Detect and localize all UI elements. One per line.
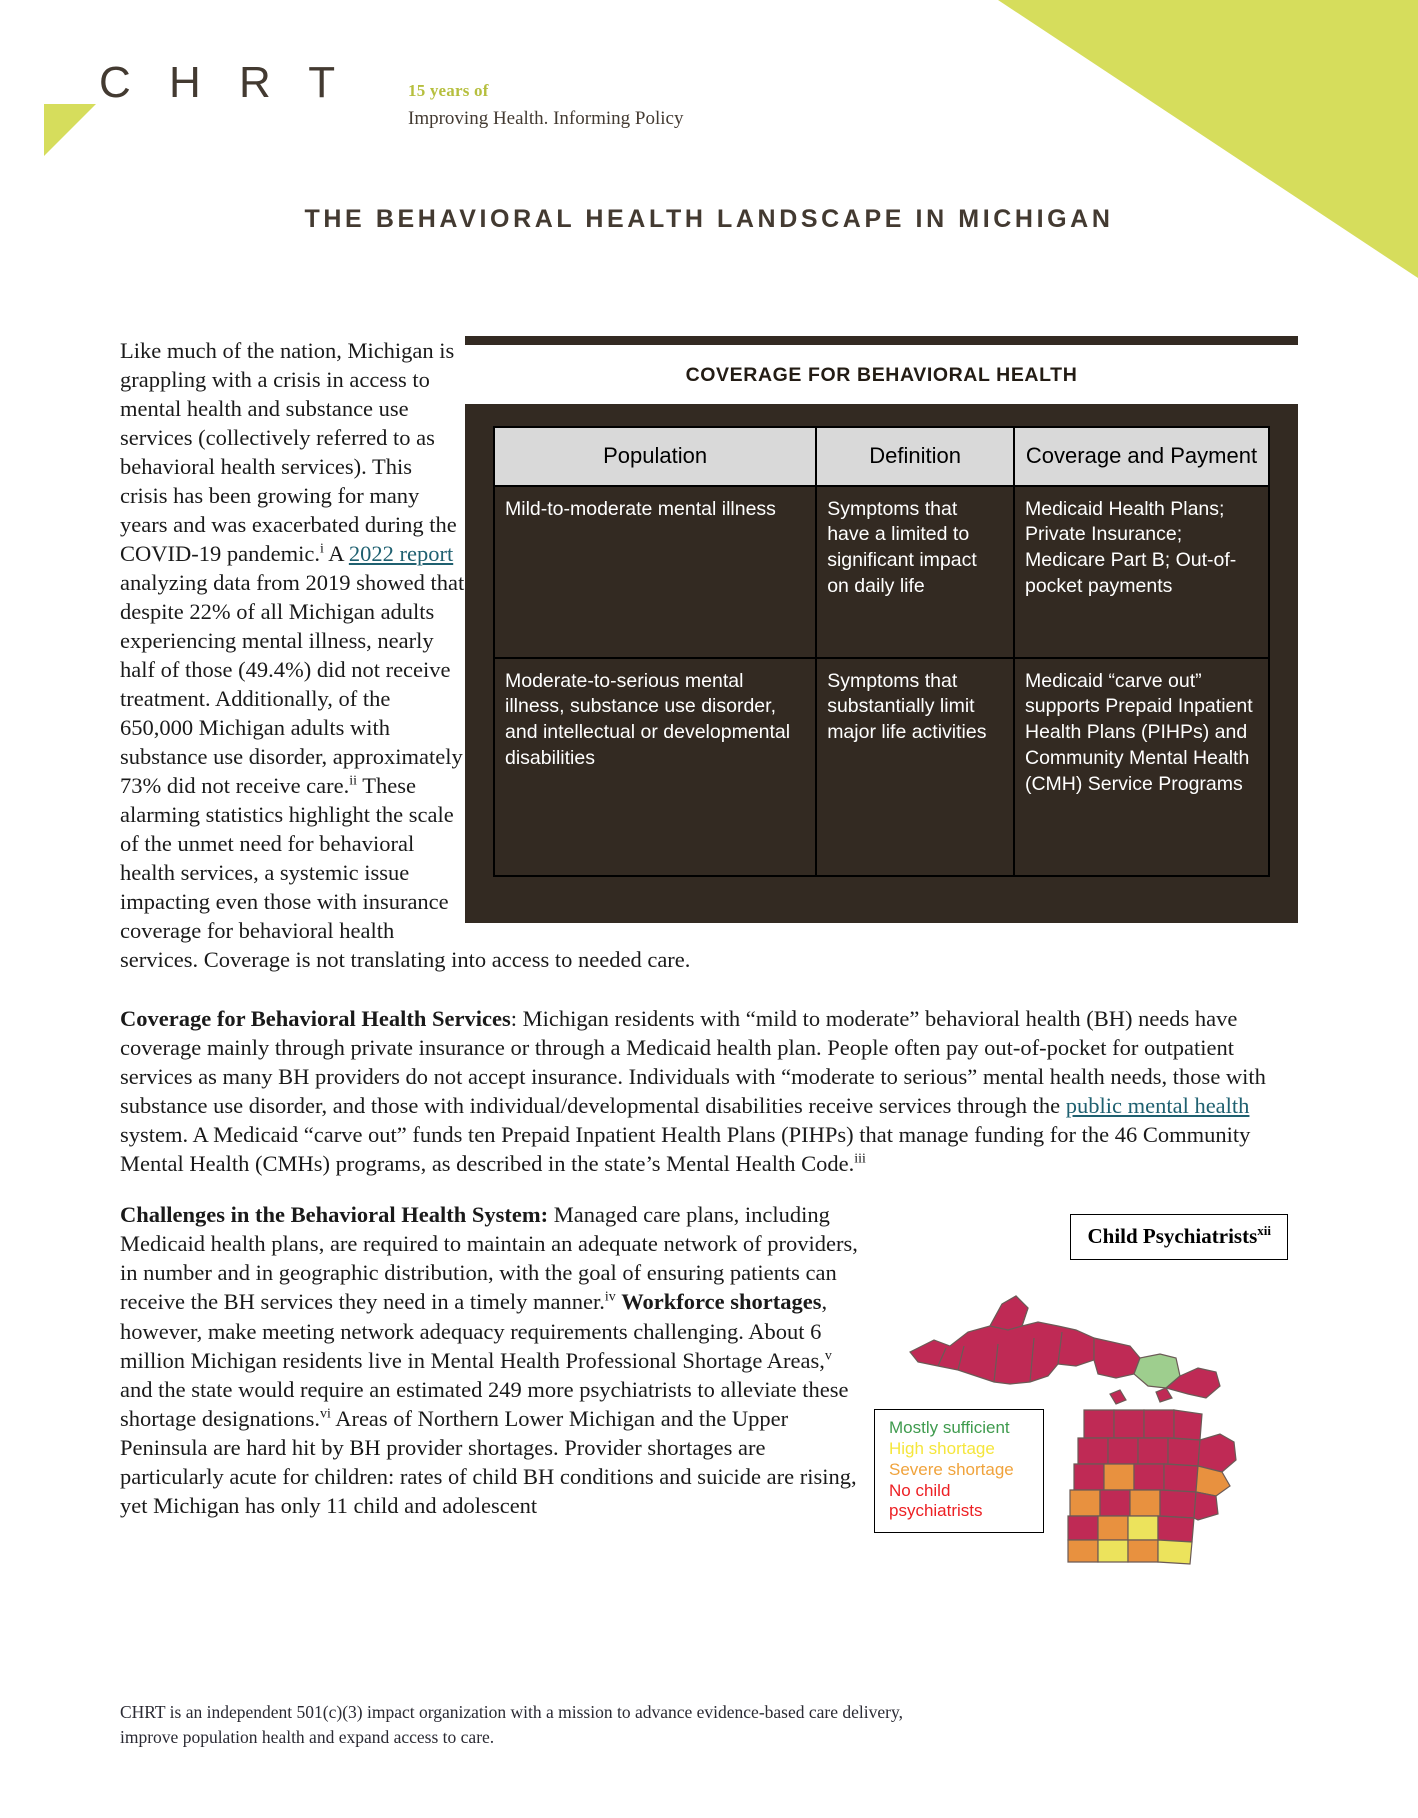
figure-caption: COVERAGE FOR BEHAVIORAL HEALTH: [465, 345, 1298, 404]
cell-population: Moderate-to-serious mental illness, substance use disorder, and intellectual or developmental disabilities: [494, 658, 816, 876]
intro-text-d: These alarming statistics highlight the scale of the unmet need for behavioral health services, a systemic issue impacting even those with insurance coverage for behavioral health services. Coverage is not translating into access to needed care.: [120, 773, 691, 973]
footnote-marker-iii: iii: [854, 1151, 866, 1167]
footnote-marker-iv: iv: [604, 1289, 616, 1305]
coverage-heading: Coverage for Behavioral Health Services: [120, 1006, 511, 1032]
coverage-text-a: : Michigan residents with “mild to moderate” behavioral health (BH) needs have coverage mainly through private insurance or through a Medicaid health plan. People often pay out-of-pocket for outpatient services as many BH providers do not accept insurance. Individuals with “moderate to serious” mental health needs, those with substance use disorder, and those with individual/developmental disabilities receive services through the: [120, 1006, 1266, 1119]
logo-triangle-icon: [44, 104, 96, 156]
decorative-corner-triangle: [998, 0, 1418, 278]
workforce-shortages-emphasis: Workforce shortages: [621, 1289, 822, 1315]
intro-text-a: Like much of the nation, Michigan is grappling with a crisis in access to mental health and substance use services (collectively referred to as behavioral health services). This crisis has been growing for many years and was exacerbated during the COVID-19 pandemic.: [120, 338, 457, 567]
child-psychiatrists-map-figure: [868, 1214, 1298, 1574]
cell-coverage: Medicaid Health Plans; Private Insurance; Medicare Part B; Out-of-pocket payments: [1014, 486, 1269, 658]
challenges-text-d: and the state would require an estimated 249 more psychiatrists to alleviate these shortage designations.: [120, 1376, 849, 1431]
coverage-paragraph: [120, 1004, 1298, 1178]
coverage-table-figure: [465, 336, 1298, 923]
cell-population: Mild-to-moderate mental illness: [494, 486, 816, 658]
table-header-row: [494, 427, 1269, 485]
page-header: [0, 0, 1418, 180]
page-title: THE BEHAVIORAL HEALTH LANDSCAPE IN MICHIGAN: [304, 205, 1114, 233]
footnote-marker-ii: ii: [349, 773, 358, 789]
footnote-marker-v: v: [824, 1348, 832, 1364]
intro-text-b: A: [323, 541, 349, 567]
legend-item-mostly-sufficient: Mostly sufficient: [889, 1418, 1010, 1438]
legend-item-no-child-psychiatrists-line2: psychiatrists: [889, 1501, 983, 1521]
challenges-heading: Challenges in the Behavioral Health System:: [120, 1202, 549, 1228]
challenges-text-c: , however, make meeting network adequacy requirements challenging. About 6 million Michigan residents live in Mental Health Professional Shortage Areas,: [120, 1289, 828, 1373]
logo-wordmark: C H R T: [99, 58, 349, 107]
footer-line-1: CHRT is an independent 501(c)(3) impact organization with a mission to advance evidence-based care delivery,: [120, 1702, 903, 1722]
table-row: [494, 658, 1269, 876]
document-body: [120, 336, 1298, 1574]
tagline-slogan: Improving Health. Informing Policy: [408, 108, 684, 130]
table-row: [494, 486, 1269, 658]
footnote-marker-xii: xii: [1257, 1223, 1271, 1239]
footnote-marker-vi: vi: [319, 1406, 331, 1422]
coverage-table: [493, 426, 1270, 876]
intro-text-c: analyzing data from 2019 showed that despite 22% of all Michigan adults experiencing mental illness, nearly half of those (49.4%) did not receive treatment. Additionally, of the 650,000 Michigan adults with substance use disorder, approximately 73% did not receive care.: [120, 570, 465, 799]
map-legend: [874, 1409, 1044, 1533]
chrt-logo: [44, 52, 464, 162]
cell-definition: Symptoms that have a limited to significant impact on daily life: [816, 486, 1014, 658]
map-title-text: Child Psychiatrists: [1087, 1224, 1258, 1249]
challenges-text-a: Managed care plans, including Medicaid health plans, are required to maintain an adequate network of providers, in number and in geographic distribution, with the goal of ensuring patients can receive the BH services they need in a timely manner.: [120, 1202, 858, 1315]
legend-item-severe-shortage: Severe shortage: [889, 1459, 1014, 1479]
footnote-marker-i: i: [319, 541, 324, 557]
column-header-population: Population: [494, 427, 816, 485]
challenges-text-e: Areas of Northern Lower Michigan and the Upper Peninsula are hard hit by BH provider shortages. Provider shortages are particularly acute for children: rates of child BH conditions and suicide are rising, yet Michigan has only 11 child and adolescent: [120, 1405, 857, 1518]
footer-line-2: improve population health and expand access to care.: [120, 1727, 495, 1748]
tagline-anniversary: 15 years of: [408, 81, 489, 100]
cell-definition: Symptoms that substantially limit major life activities: [816, 658, 1014, 876]
legend-item-high-shortage: High shortage: [889, 1439, 995, 1459]
link-public-mental-health[interactable]: public mental health: [1065, 1093, 1250, 1119]
column-header-definition: Definition: [816, 427, 1014, 485]
legend-item-no-child-psychiatrists-line1: No child: [889, 1480, 951, 1500]
link-2022-report[interactable]: 2022 report: [348, 541, 454, 567]
coverage-text-b: system. A Medicaid “carve out” funds ten Prepaid Inpatient Health Plans (PIHPs) that manage funding for the 46 Community Mental Health (CMHs) programs, as described in the state’s Mental Health Code.: [120, 1122, 1251, 1177]
page-footer: [120, 1700, 1120, 1751]
brand-tagline: [408, 78, 683, 134]
column-header-coverage: Coverage and Payment: [1014, 427, 1269, 485]
cell-coverage: Medicaid “carve out” supports Prepaid Inpatient Health Plans (PIHPs) and Community Mental Health (CMH) Service Programs: [1014, 658, 1269, 876]
